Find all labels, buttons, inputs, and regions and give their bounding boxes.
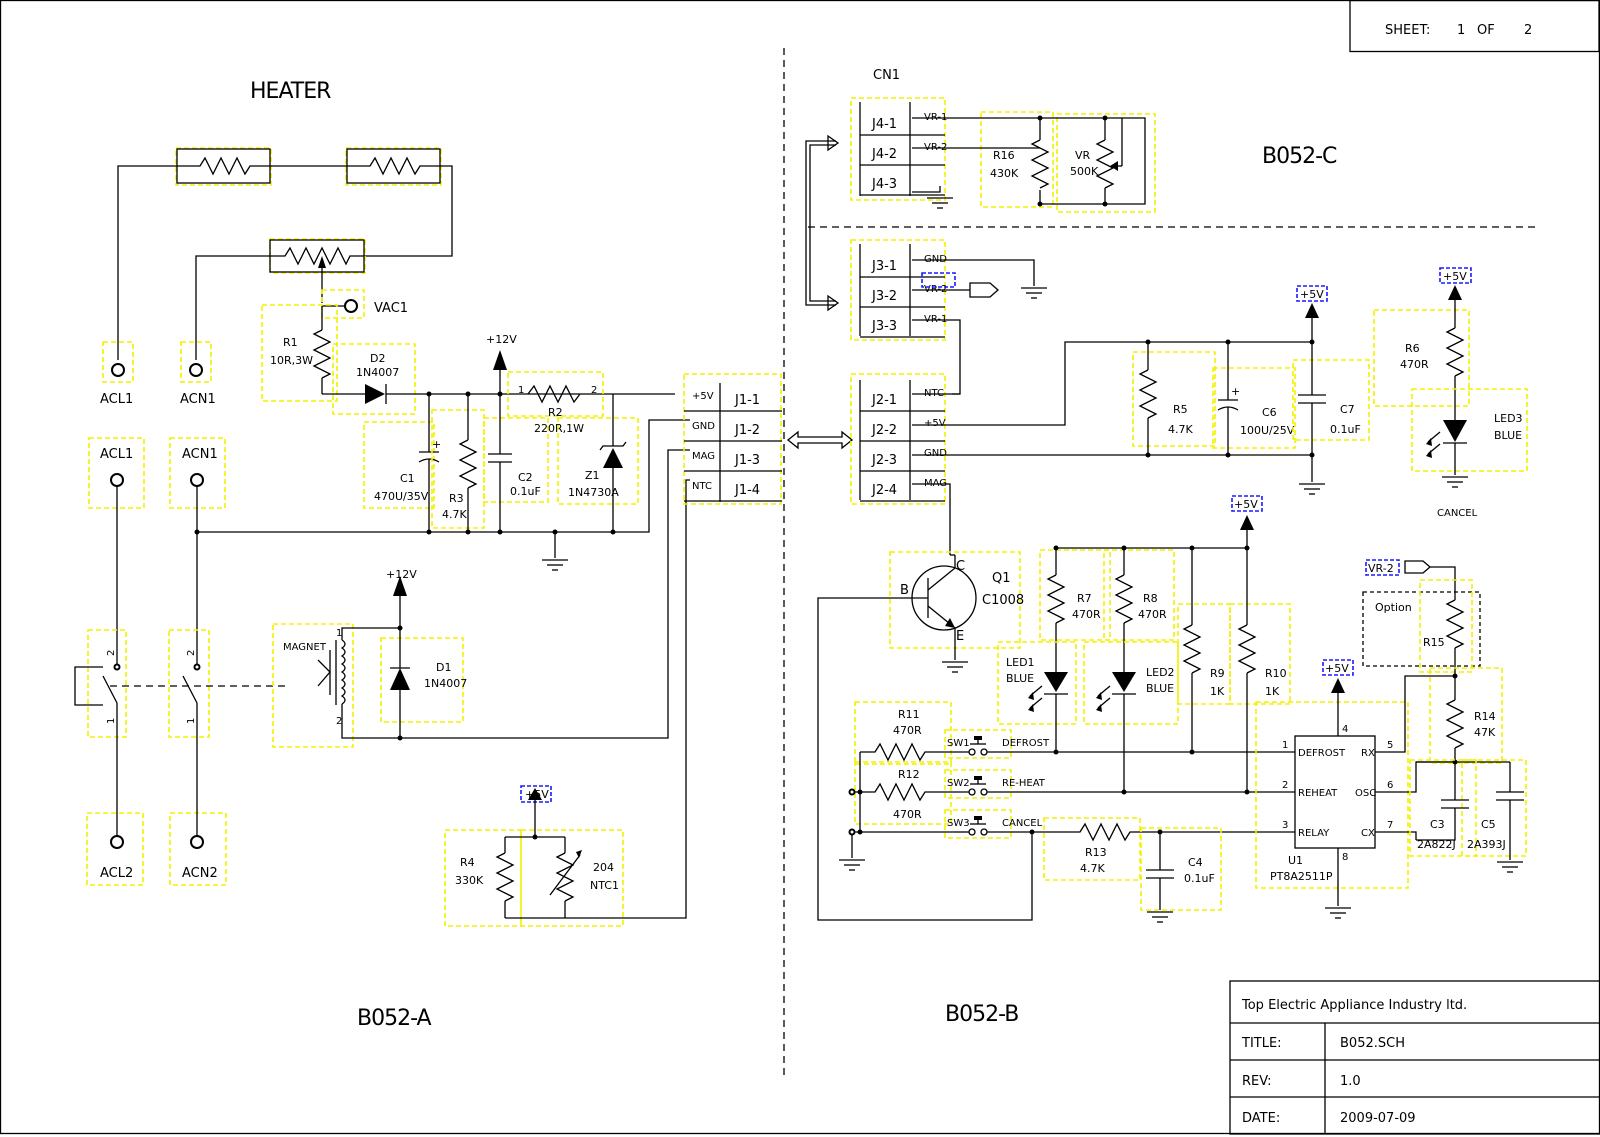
r10-value: 1K [1265, 685, 1280, 698]
connector-pin-label: J2-2 [872, 423, 898, 438]
r6-value: 470R [1400, 358, 1429, 371]
u1-n7: 7 [1387, 820, 1394, 831]
c2-ref: C2 [518, 471, 533, 484]
d1-value: 1N4007 [424, 677, 468, 690]
r2-pin2: 2 [591, 385, 598, 396]
vr-ref: VR [1075, 149, 1091, 162]
connector-net-label: MAG [924, 478, 948, 489]
c5-value: 2A393J [1467, 838, 1506, 851]
connector-net-label: +5V [692, 391, 714, 402]
r13-value: 4.7K [1080, 862, 1105, 875]
relay-contact-l [103, 676, 117, 703]
r4-resistor [497, 853, 513, 901]
connector-net-label: VR-2 [924, 284, 948, 295]
r12-value: 470R [893, 808, 922, 821]
acn1-terminal [191, 474, 203, 486]
sheet-label: SHEET: [1385, 23, 1431, 38]
u1-n2: 2 [1282, 780, 1289, 791]
acl2-terminal [111, 836, 123, 848]
c1-value: 470U/35V [374, 490, 429, 503]
connector-net-label: NTC [924, 388, 944, 399]
r11-ref: R11 [898, 708, 920, 721]
led2-diode [1112, 672, 1136, 692]
q1-value: C1008 [982, 593, 1025, 608]
connector-net-label: +5V [924, 418, 946, 429]
vcc5-label-b1: +5V [1234, 498, 1258, 511]
u1-n4: 4 [1342, 724, 1349, 735]
company-name: Top Electric Appliance Industry ltd. [1242, 998, 1468, 1013]
r1-value: 10R,3W [270, 354, 314, 367]
r9-ref: R9 [1210, 667, 1225, 680]
u1-ref: U1 [1288, 854, 1304, 867]
c5-ref: C5 [1481, 818, 1496, 831]
sw2-name: RE-HEAT [1002, 778, 1045, 789]
connector-pin-label: J3-3 [872, 319, 898, 334]
connector-net-label: GND [924, 448, 947, 459]
r16-value: 430K [990, 167, 1019, 180]
r1-resistor [314, 330, 330, 378]
connector-pin-label: J1-1 [735, 393, 761, 408]
block-b [818, 496, 1526, 922]
vcc5-label-a: +5V [525, 788, 549, 801]
vr2-port-b [1405, 561, 1430, 573]
c1-ref: C1 [400, 472, 415, 485]
relay-pin1-l: 1 [106, 717, 117, 724]
r12-ref: R12 [898, 768, 920, 781]
u1-n3: 3 [1282, 820, 1289, 831]
svg-text:B: B [900, 583, 909, 598]
r8-resistor [1116, 575, 1132, 623]
relay-pin2-n: 2 [186, 649, 197, 656]
led3-ref: LED3 [1494, 412, 1523, 425]
r5-ref: R5 [1173, 403, 1188, 416]
title-value: B052.SCH [1340, 1036, 1405, 1051]
r10-resistor [1239, 625, 1255, 673]
u1-n5: 5 [1387, 740, 1394, 751]
rev-label: REV: [1242, 1074, 1272, 1089]
c4-value: 0.1uF [1184, 872, 1215, 885]
magnet-coil [342, 640, 345, 704]
magnet-pin1: 1 [336, 628, 343, 639]
title-label: TITLE: [1242, 1036, 1282, 1051]
block-c [851, 98, 1155, 212]
d2-ref: D2 [370, 352, 386, 365]
r8-value: 470R [1138, 608, 1167, 621]
z1-ref: Z1 [585, 469, 600, 482]
connector-net-label: MAG [692, 451, 716, 462]
u1-pin-reheat: REHEAT [1298, 788, 1338, 799]
sw3-name: CANCEL [1002, 818, 1043, 829]
connector-net-label: GND [924, 254, 947, 265]
acl1-label-top: ACL1 [100, 392, 134, 407]
acl1-terminal [111, 474, 123, 486]
u1-n6: 6 [1387, 780, 1394, 791]
connector-net-label: NTC [692, 481, 712, 492]
r8-ref: R8 [1143, 592, 1158, 605]
connector-pin-label: J3-1 [872, 259, 898, 274]
connector-pin-label: J3-2 [872, 289, 898, 304]
connector-j3 [851, 240, 1047, 394]
r15-resistor [1447, 600, 1463, 648]
vcc5-label-c2: +5V [1443, 270, 1467, 283]
sheet-of: OF [1477, 23, 1495, 38]
r11-value: 470R [893, 724, 922, 737]
connector-pin-label: J1-3 [735, 453, 761, 468]
c7-value: 0.1uF [1330, 423, 1361, 436]
led1-ref: LED1 [1006, 656, 1035, 669]
vcc5-label-b2: +5V [1325, 662, 1349, 675]
u1-n1: 1 [1282, 740, 1289, 751]
sw1-ref: SW1 [947, 738, 970, 749]
sw1-switch [969, 736, 987, 755]
sheet-total: 2 [1524, 23, 1533, 38]
magnet-pin2: 2 [336, 716, 343, 727]
block-b-title: B052-B [945, 1002, 1019, 1027]
connector-pin-label: J4-3 [872, 177, 898, 192]
vr-potentiometer [1097, 140, 1113, 188]
c3-ref: C3 [1430, 818, 1445, 831]
led2-value: BLUE [1146, 682, 1175, 695]
u1-n8: 8 [1342, 852, 1349, 863]
vcc12-arrow [493, 350, 507, 370]
u1-pin-cx: CX [1361, 828, 1375, 839]
r4-value: 330K [455, 874, 484, 887]
u1-pin-rx: RX [1361, 748, 1375, 759]
r1-ref: R1 [283, 336, 298, 349]
cn1-label: CN1 [873, 68, 901, 83]
block-c-title: B052-C [1262, 144, 1337, 169]
r16-ref: R16 [993, 149, 1015, 162]
d1-diode [390, 668, 410, 690]
connector-net-label: VR-1 [924, 112, 948, 123]
z1-zener [603, 448, 623, 468]
c4-ref: C4 [1188, 856, 1203, 869]
r2-pin1: 1 [518, 385, 525, 396]
heater-title: HEATER [250, 79, 331, 104]
acn1-label: ACN1 [182, 447, 218, 462]
sheet-page: 1 [1457, 23, 1466, 38]
u1-pin-relay: RELAY [1298, 828, 1330, 839]
u1-pin-defrost: DEFROST [1298, 748, 1346, 759]
u1-value: PT8A2511P [1270, 870, 1333, 883]
svg-text:E: E [956, 629, 965, 644]
sw2-switch [969, 776, 987, 795]
option-label: Option [1375, 601, 1412, 614]
connector-pin-label: J4-2 [872, 147, 898, 162]
r6-resistor [1447, 328, 1463, 376]
r10-ref: R10 [1265, 667, 1287, 680]
connector-j2 [851, 342, 1312, 555]
vac1-terminal [345, 300, 357, 312]
r5-value: 4.7K [1168, 423, 1193, 436]
led1-diode [1044, 672, 1068, 692]
d1-ref: D1 [436, 661, 452, 674]
heater-element-1 [185, 158, 262, 174]
connector-j1 [684, 374, 782, 504]
heater-element-2 [355, 158, 432, 174]
sheet-border [1, 1, 1600, 1134]
z1-value: 1N4730A [568, 486, 619, 499]
vr-value: 500K [1070, 165, 1099, 178]
led2-ref: LED2 [1146, 666, 1175, 679]
r6-ref: R6 [1405, 342, 1420, 355]
connector-net-label: VR-2 [924, 142, 948, 153]
r9-resistor [1184, 625, 1200, 673]
connector-pin-label: J2-3 [872, 453, 898, 468]
rev-value: 1.0 [1340, 1074, 1361, 1089]
c2-value: 0.1uF [510, 485, 541, 498]
svg-text:+: + [432, 438, 442, 451]
acn2-terminal [191, 836, 203, 848]
acl1-terminal-top [112, 364, 124, 376]
c7-ref: C7 [1340, 403, 1355, 416]
block-c-power [1133, 268, 1527, 519]
cancel-led-label: CANCEL [1437, 508, 1478, 519]
r3-value: 4.7K [442, 508, 467, 521]
r12-resistor [860, 784, 940, 800]
acl1-label: ACL1 [100, 447, 134, 462]
vcc12-label: +12V [486, 333, 517, 346]
r13-ref: R13 [1085, 846, 1107, 859]
relay-pin2-l: 2 [106, 649, 117, 656]
r15-ref: R15 [1423, 636, 1445, 649]
r13-resistor [1070, 824, 1295, 840]
ntc-value: NTC1 [590, 879, 619, 892]
vac1-label: VAC1 [374, 301, 409, 316]
vr2-label-b: VR-2 [1368, 562, 1394, 575]
connector-pin-label: J2-4 [872, 483, 898, 498]
svg-text:+: + [1231, 385, 1241, 398]
r16-resistor [1032, 140, 1048, 188]
relay-pin1-n: 1 [186, 717, 197, 724]
c6-ref: C6 [1262, 406, 1277, 419]
u1-pin-osc: OSC [1355, 788, 1377, 799]
date-label: DATE: [1242, 1111, 1281, 1126]
title-block [1230, 981, 1600, 1134]
r2-value: 220R,1W [534, 422, 585, 435]
interconnect-arrows [788, 136, 852, 448]
r5-resistor [1140, 370, 1156, 418]
vcc12-label-2: +12V [386, 568, 417, 581]
connector-pin-label: J4-1 [872, 117, 898, 132]
magnet-label: MAGNET [283, 642, 326, 653]
led3-diode [1443, 420, 1467, 442]
relay-contact-n [183, 676, 197, 703]
led1-value: BLUE [1006, 672, 1035, 685]
r7-value: 470R [1072, 608, 1101, 621]
thermal-resistor [273, 248, 359, 264]
acl2-label: ACL2 [100, 866, 134, 881]
connector-pin-label: J2-1 [872, 393, 898, 408]
r2-ref: R2 [548, 406, 563, 419]
d2-value: 1N4007 [356, 366, 400, 379]
vr2-port-c [970, 283, 998, 297]
ntc-ref: 204 [593, 861, 614, 874]
led3-value: BLUE [1494, 429, 1523, 442]
sw3-switch [969, 816, 987, 835]
connector-pin-label: J1-4 [735, 483, 761, 498]
c3-value: 2A822J [1417, 838, 1456, 851]
r3-resistor [460, 440, 476, 488]
date-value: 2009-07-09 [1340, 1111, 1416, 1126]
c6-value: 100U/25V [1240, 424, 1295, 437]
connector-pin-label: J1-2 [735, 423, 761, 438]
r7-resistor [1048, 575, 1064, 623]
connector-net-label: GND [692, 421, 715, 432]
q1-ref: Q1 [992, 571, 1011, 586]
r9-value: 1K [1210, 685, 1225, 698]
sw3-ref: SW3 [947, 818, 970, 829]
acn1-terminal-top [190, 364, 202, 376]
ntc-thermistor [557, 853, 573, 901]
block-a-title: B052-A [357, 1006, 431, 1031]
sw1-name: DEFROST [1002, 738, 1050, 749]
acn2-label: ACN2 [182, 866, 218, 881]
d2-diode [365, 384, 385, 404]
acn1-label-top: ACN1 [180, 392, 216, 407]
connector-net-label: VR-1 [924, 314, 948, 325]
r3-ref: R3 [449, 492, 464, 505]
sw2-ref: SW2 [947, 778, 970, 789]
r7-ref: R7 [1077, 592, 1092, 605]
r4-ref: R4 [460, 856, 475, 869]
r14-resistor [1447, 700, 1463, 748]
r14-ref: R14 [1474, 710, 1496, 723]
vcc5-label-c1: +5V [1300, 288, 1324, 301]
svg-text:C: C [956, 559, 966, 574]
heater-circuit [75, 148, 690, 926]
r14-value: 47K [1474, 726, 1496, 739]
r11-resistor [860, 744, 940, 760]
